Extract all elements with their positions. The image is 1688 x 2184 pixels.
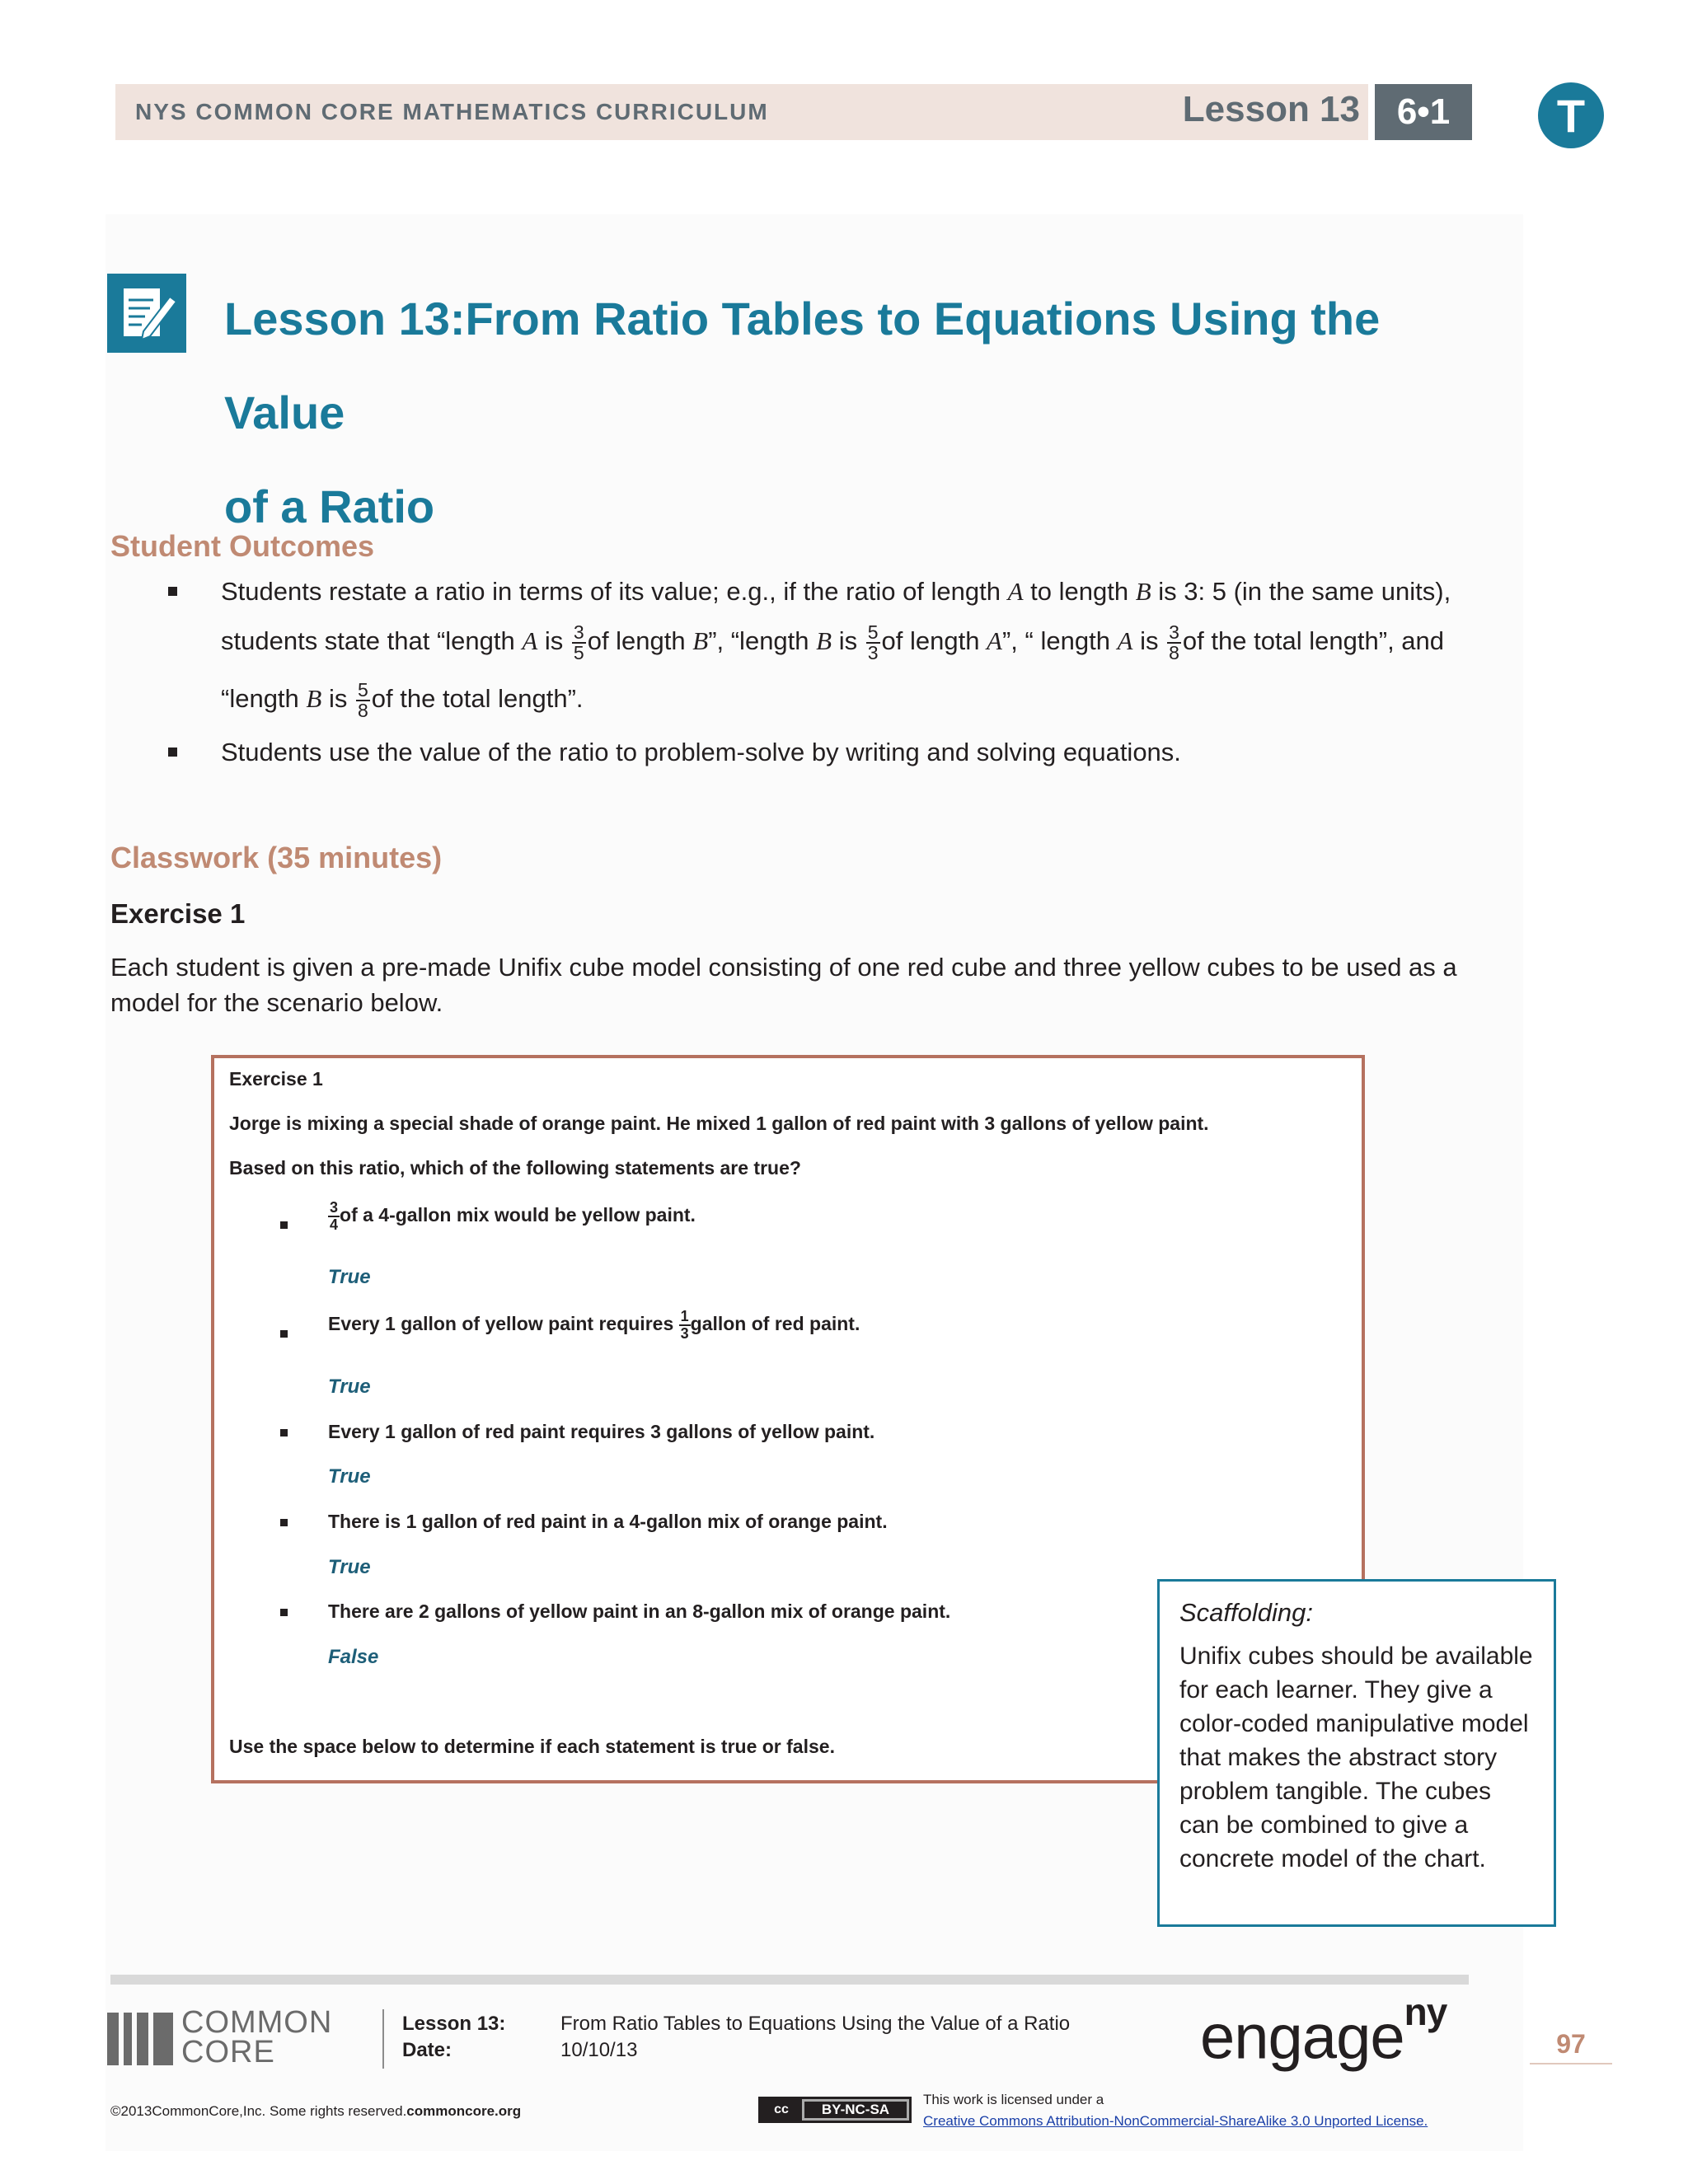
lesson-title [224, 272, 1510, 554]
exercise-heading: Exercise 1 [110, 898, 246, 929]
page-number: 97 [1530, 2029, 1612, 2064]
license-text: This work is licensed under a [923, 2092, 1104, 2107]
grade-module-tag: 6•1 [1375, 84, 1472, 140]
engageny-logo: engage$^{ny}$ [1200, 1990, 1447, 2073]
fraction: $\frac{3}{8}$ [1169, 621, 1179, 663]
statement-5-answer: False [328, 1646, 379, 1668]
bullet-icon [168, 748, 177, 757]
statement-1: $\frac{3}{4}$ of a 4-gallon mix would be yellow paint. [330, 1199, 696, 1233]
statement-5: There are 2 gallons of yellow paint in an 8-gallon mix of orange paint. [328, 1601, 951, 1622]
footer-divider [382, 2009, 384, 2069]
statement-3: Every 1 gallon of red paint requires 3 gallons of yellow paint. [328, 1421, 875, 1442]
student-outcomes-heading: Student Outcomes [110, 529, 375, 563]
classwork-intro: Each student is given a pre-made Unifix cube model consisting of one red cube and three yellow cubes to be used as a model for the scenario below. [110, 953, 1457, 1017]
statement-1-answer: True [328, 1266, 371, 1288]
footer-date-value: 10/10/13 [560, 2039, 638, 2061]
license-link[interactable]: Creative Commons Attribution-NonCommercial-ShareAlike 3.0 Unported License. [923, 2113, 1428, 2129]
statement-4: There is 1 gallon of red paint in a 4-gallon mix of orange paint. [328, 1511, 888, 1532]
exercise-question: Based on this ratio, which of the following statements are true? [229, 1157, 801, 1179]
bullet-icon [168, 587, 177, 596]
scaffolding-body: Unifix cubes should be available for each learner. They give a color-coded manipulative model that makes the abstract story problem tangible. The cubes can be combined to give a concrete model of the chart. [1179, 1643, 1533, 1872]
classwork-heading: Classwork (35 minutes) [110, 841, 443, 874]
commoncore-link[interactable]: commoncore.org [406, 2103, 522, 2119]
footer-date-label: Date: [402, 2039, 452, 2061]
bullet-icon [280, 1519, 288, 1526]
fraction: $\frac{5}{3}$ [867, 621, 879, 663]
cc-icon: cc [761, 2099, 802, 2121]
exercise-problem-text: Jorge is mixing a special shade of orange paint. He mixed 1 gallon of red paint with 3 gallons of yellow paint. [229, 1113, 1209, 1134]
footer-lesson-label: Lesson 13: [402, 2013, 506, 2035]
bullet-icon [280, 1429, 288, 1436]
statement-4-answer: True [328, 1556, 371, 1578]
common-core-logo [107, 2005, 354, 2070]
statement-2-answer: True [328, 1376, 371, 1398]
fraction: $\frac{1}{3}$ [680, 1308, 689, 1342]
outcome-2: Students use the value of the ratio to problem-solve by writing and solving equations. [221, 738, 1181, 766]
fraction: $\frac{3}{4}$ [330, 1199, 339, 1233]
exercise-instructions: Use the space below to determine if each statement is true or false. [229, 1736, 835, 1757]
creative-commons-badge: cc BY-NC-SA [758, 2097, 912, 2123]
footer-lesson-title: From Ratio Tables to Equations Using the Value of a Ratio [560, 2013, 1071, 2035]
common-core-wordmark: COMMON CORE [181, 2005, 333, 2069]
outcome-1: Students restate a ratio in terms of its value; e.g., if the ratio of length A to length B is 3: 5 (in the same units), students state that “length A is $\frac{3}{5}$ of length B”, “length B is $\frac{5}{3}$ of length A”, “ length A is $\frac{3}{8}$ of the total length”, and “length B is $\frac{5}{8}$ of the total length”. [221, 577, 1451, 721]
bullet-icon [280, 1609, 288, 1616]
lesson-title-line-2: of a Ratio [224, 480, 435, 532]
teacher-badge-icon: T [1538, 82, 1604, 148]
lesson-title-line-1: Lesson 13:From Ratio Tables to Equations Using the Value [224, 293, 1381, 438]
footer-rule [110, 1975, 1469, 1985]
curriculum-title: NYS COMMON CORE MATHEMATICS CURRICULUM [135, 99, 769, 124]
statement-2: Every 1 gallon of yellow paint requires $\frac{1}{3}$ gallon of red paint. [328, 1308, 860, 1342]
bullet-icon [280, 1221, 288, 1229]
lesson-notepad-icon [107, 274, 186, 353]
statement-3-answer: True [328, 1465, 371, 1488]
header-lesson-number: Lesson 13 [1182, 89, 1360, 129]
scaffolding-box [1157, 1579, 1556, 1927]
scaffolding-title: Scaffolding: [1179, 1598, 1313, 1627]
bullet-icon [280, 1330, 288, 1338]
fraction: $\frac{3}{5}$ [573, 621, 584, 663]
fraction: $\frac{5}{8}$ [357, 678, 368, 721]
copyright: ©2013CommonCore,Inc. Some rights reserved.commoncore.org [110, 2103, 522, 2119]
exercise-box-title: Exercise 1 [229, 1068, 323, 1090]
